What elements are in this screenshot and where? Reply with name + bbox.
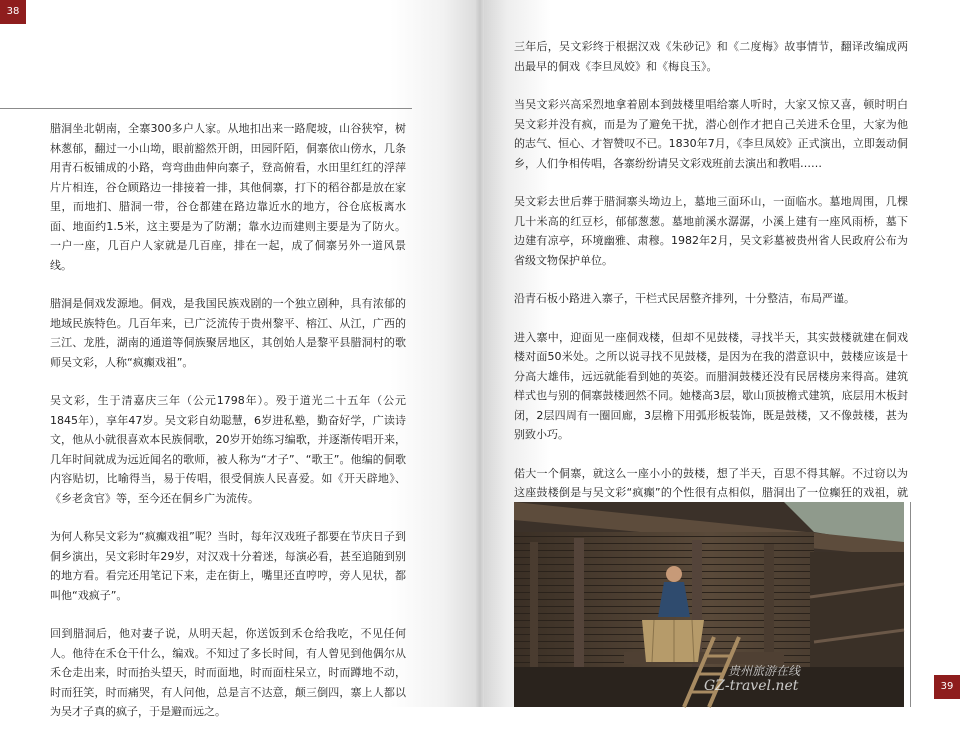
right-text-column — [514, 37, 908, 541]
left-page — [0, 0, 476, 718]
paragraph: 偌大一个侗寨，就这么一座小小的鼓楼，想了半天，百思不得其解。不过窃以为这座鼓楼倒是与吴文彩“疯癫”的个性很有点相似，腊洞出了一位癫狂的戏祖，就 — [514, 466, 908, 499]
watermark-cn: 贵州旅游在线 — [728, 664, 801, 678]
paragraph: 吴文彩去世后葬于腊洞寨头坳边上，墓地三面环山，一面临水。墓地周围，几棵几十米高的红豆杉，郁郁葱葱。墓地前溪水潺潺，小溪上建有一座风雨桥，墓下边建有凉亭，环境幽雅、肃穆。1982年2月，吴文彩墓被贵州省人民政府公布为省级文物保护单位。 — [514, 195, 908, 267]
paragraph: 进入寨中，迎面见一座侗戏楼，但却不见鼓楼，寻找半天，其实鼓楼就建在侗戏楼对面50米处。之所以说寻找不见鼓楼，是因为在我的潜意识中，鼓楼应该是十分高大雄伟，远远就能看到她的英姿。而腊洞鼓楼还没有民居楼房来得高。建筑样式也与别的侗寨鼓楼迥然不同。她楼高3层，歇山顶披檐式建筑，底层用木板封闭，2层四周有一圈回廊，3层檐下用弧形板装饰，既是鼓楼，又不像鼓楼，甚为别致小巧。 — [514, 330, 908, 441]
paragraph: 腊洞坐北朝南，全寨300多户人家。从地扣出来一路爬坡，山谷狭窄，树林葱郁，翻过一小山坳，眼前豁然开朗，田园阡陌，侗寨依山傍水，几条用青石板铺成的小路，弯弯曲曲伸向寨子，登高俯看，水田里红红的浮萍片片相连，谷仓顾路边一排接着一排，其他侗寨，打下的稻谷都是放在家里，而地扪、腊洞一带，谷仓都建在路边靠近水的地方，谷仓底板离水面、地面约1.5米，这主要是为了防潮；靠水边而建则主要是为了防火。一户一座，几百户人家就是几百座，排在一起，成了侗寨另外一道风景线。 — [50, 122, 406, 272]
paragraph: 回到腊洞后，他对妻子说，从明天起，你送饭到禾仓给我吃，不见任何人。他待在禾仓干什么，编戏。不知过了多长时间，有人曾见到他偶尔从禾仓走出来，时而抬头望天，时而面地，时而面柱呆立，时而蹲地不动，时而狂笑，时而痛哭，有人问他，总是言不达意，颠三倒四，寨上人都以为吴才子真的疯子，于是避而远之。 — [50, 627, 406, 718]
watermark-logo — [704, 664, 800, 694]
page-number-left: 38 — [0, 0, 26, 24]
page-number-right: 39 — [934, 675, 960, 699]
paragraph: 沿青石板小路进入寨子，干栏式民居整齐排列，十分整洁，布局严谨。 — [514, 292, 855, 305]
paragraph: 腊洞是侗戏发源地。侗戏，是我国民族戏剧的一个独立剧种，具有浓郁的地域民族特色。几百年来，已广泛流传于贵州黎平、榕江、从江，广西的三江、龙胜，湖南的通道等侗族聚居地区，其创始人是黎平县腊洞村的歌师吴文彩，人称“疯癫戏祖”。 — [50, 297, 406, 369]
paragraph: 为何人称吴文彩为“疯癫戏祖”呢？当时，每年汉戏班子都要在节庆日子到侗乡演出，吴文彩时年29岁，对汉戏十分着迷，每演必看，甚至追随到别的地方看。看完还用笔记下来，走在街上，嘴里还直哼哼，旁人见状，都叫他“戏疯子”。 — [50, 530, 406, 602]
watermark-en: GZ-travel.net — [704, 678, 799, 694]
paragraph: 吴文彩，生于清嘉庆三年（公元1798年）。殁于道光二十五年（公元1845年），享年47岁。吴文彩自幼聪慧，6岁进私塾，勤奋好学，广读诗文，他从小就很喜欢本民族侗歌，20岁开始练习编歌，并逐渐传唱开来，几年时间就成为远近闻名的歌师，被人称为“才子”、“歌王”。他编的侗歌内容贴切，比喻得当，易于传唱，很受侗族人民喜爱。如《开天辟地》、《乡老贪官》等，至今还在侗乡广为流传。 — [50, 394, 406, 505]
photo-side-rule — [910, 502, 911, 707]
paragraph: 当吴文彩兴高采烈地拿着剧本到鼓楼里唱给寨人听时，大家又惊又喜，顿时明白吴文彩并没有疯，而是为了避免干扰，潜心创作才把自己关进禾仓里，大家为他的志气、恒心、才智赞叹不已。1830年7月，《李旦凤姣》正式演出，立即轰动侗乡，人们争相传唱，各寨纷纷请吴文彩戏班前去演出和教唱…… — [514, 98, 908, 170]
header-rule — [0, 108, 412, 109]
paragraph: 三年后，吴文彩终于根据汉戏《朱砂记》和《二度梅》故事情节，翻译改编成两出最早的侗戏《李旦凤姣》和《梅良玉》。 — [514, 40, 908, 73]
book-gutter — [476, 0, 484, 707]
left-text-column — [50, 119, 406, 741]
